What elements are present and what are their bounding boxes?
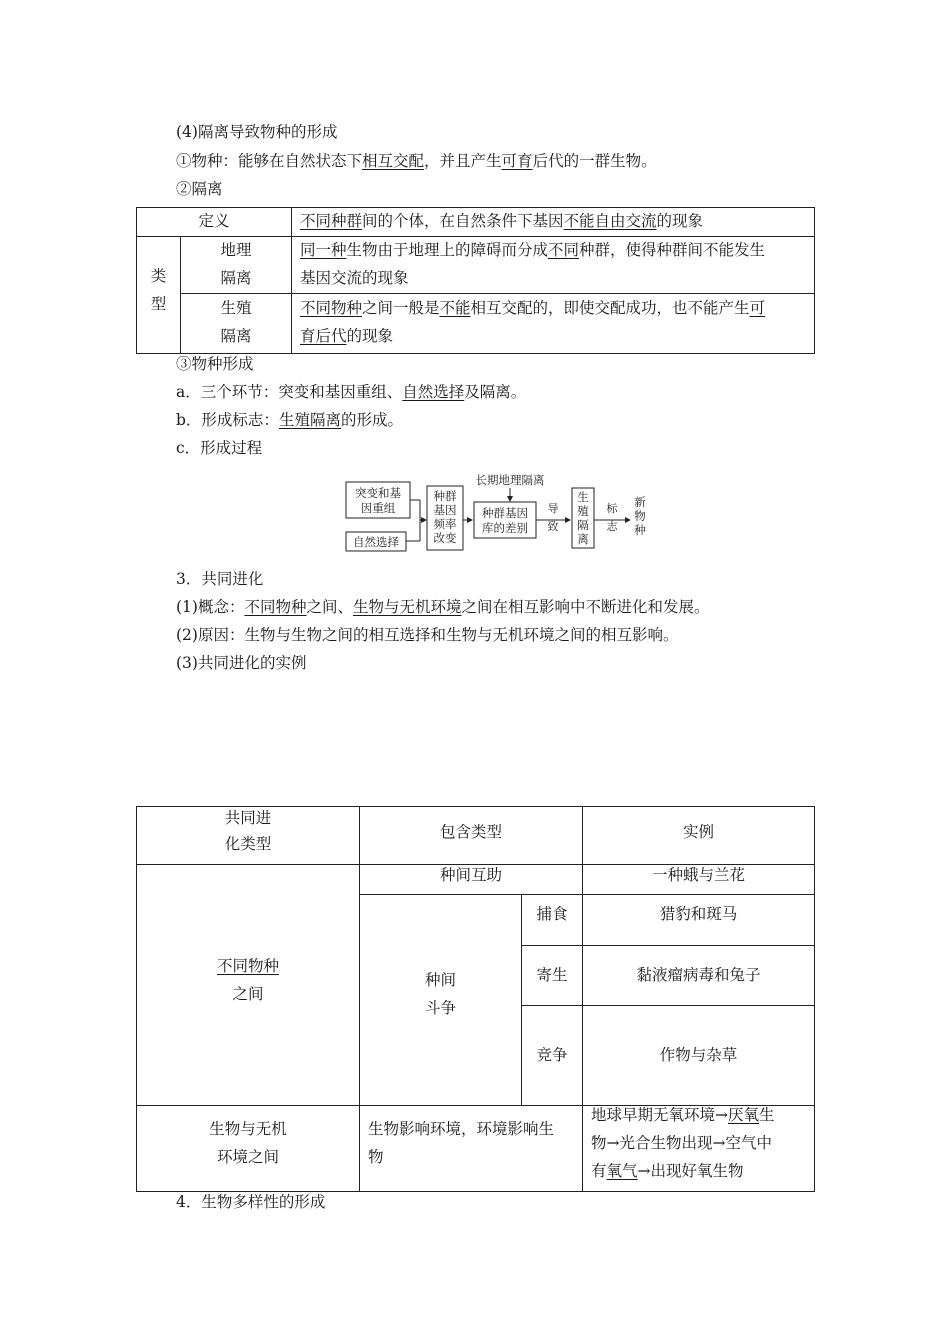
geo-isolation-label: 长期地理隔离 [475,473,545,487]
formation-title: ③物种形成 [176,355,254,373]
bio-env-example-2: 物→光合生物出现→空气中 [591,1134,772,1152]
geo-label-1: 地理 [220,241,252,259]
frequency-text-4: 改变 [433,531,457,545]
bio-env-example-3: 有氧气→出现好氧生物 [591,1162,744,1180]
coevolution-concept: (1)概念：不同物种之间、生物与无机环境之间在相互影响中不断进化和发展。 [176,598,710,616]
struggle-label-2: 斗争 [424,999,456,1017]
definition-label: 定义 [198,212,230,230]
competition-label: 竞争 [536,1046,568,1064]
parasitism-example: 黏液瘤病毒和兔子 [636,966,761,984]
mutualism-example: 一种蛾与兰花 [651,866,745,884]
formation-c: c．形成过程 [176,439,263,457]
rep-def-line2: 育后代的现象 [300,327,394,345]
type-label-2: 型 [150,295,167,313]
repro-text-1: 生 [577,490,589,504]
mutation-text-2: 因重组 [360,501,396,515]
lead-label-2: 致 [547,520,559,533]
frequency-text-2: 基因 [433,503,457,517]
predation-example: 猎豹和斑马 [659,905,738,923]
between-species-1: 不同物种 [216,957,279,975]
rep-label-1: 生殖 [220,299,252,317]
new-species-3: 种 [634,523,646,537]
formation-b: b．形成标志：生殖隔离的形成。 [176,411,403,429]
repro-text-3: 隔 [577,518,589,532]
new-species-1: 新 [634,495,646,509]
coevolution-title: 3．共同进化 [176,570,264,588]
rep-label-2: 隔离 [220,327,252,345]
genepool-text-2: 库的差别 [482,521,528,535]
header-example: 实例 [682,823,714,841]
mutualism-label: 种间互助 [439,866,502,884]
coevolution-cause: (2)原因：生物与生物之间的相互选择和生物与无机环境之间的相互影响。 [176,626,679,644]
header-type-1: 共同进 [224,809,272,827]
formation-flow-diagram [340,468,660,558]
bio-env-mid-2: 物 [368,1148,384,1166]
biodiversity-title: 4．生物多样性的形成 [176,1193,326,1211]
struggle-label-1: 种间 [424,971,456,989]
genepool-text-1: 种群基因 [482,506,528,520]
definition-value: 不同种群间的个体，在自然条件下基因不能自由交流的现象 [300,212,704,230]
bio-env-mid-1: 生物影响环境，环境影响生 [368,1120,555,1138]
geo-def-line2: 基因交流的现象 [300,269,409,287]
between-species-2: 之间 [232,985,264,1003]
bio-env-example-1: 地球早期无氧环境→厌氧生 [591,1106,775,1124]
bio-env-type-1: 生物与无机 [209,1120,287,1138]
isolation-heading: ②隔离 [176,180,223,198]
competition-example: 作物与杂草 [659,1046,738,1064]
coevolution-examples-title: (3)共同进化的实例 [176,654,307,672]
selection-text: 自然选择 [353,535,399,549]
predation-label: 捕食 [536,905,568,923]
frequency-text-1: 种群 [433,489,457,503]
repro-text-2: 殖 [577,504,589,518]
bio-env-type-2: 环境之间 [216,1148,279,1166]
formation-a: a．三个环节：突变和基因重组、自然选择及隔离。 [176,383,527,401]
new-species-2: 物 [634,509,646,523]
geo-label-2: 隔离 [220,269,252,287]
header-includes: 包含类型 [439,823,502,841]
header-type-2: 化类型 [224,835,272,853]
parasitism-label: 寄生 [536,966,568,984]
repro-text-4: 离 [577,532,589,546]
section-title: (4)隔离导致物种的形成 [176,123,338,141]
mutation-text-1: 突变和基 [355,486,401,500]
type-label-1: 类 [150,267,167,285]
geo-def-line1: 同一种生物由于地理上的障碍而分成不同种群，使得种群间不能发生 [300,241,766,259]
rep-def-line1: 不同物种之间一般是不能相互交配的，即使交配成功，也不能产生可 [300,299,766,317]
lead-label-1: 导 [547,502,559,515]
frequency-text-3: 频率 [433,517,457,531]
mark-label-1: 标 [606,502,618,515]
species-definition: ①物种：能够在自然状态下相互交配，并且产生可育后代的一群生物。 [176,152,657,170]
mark-label-2: 志 [606,520,618,533]
